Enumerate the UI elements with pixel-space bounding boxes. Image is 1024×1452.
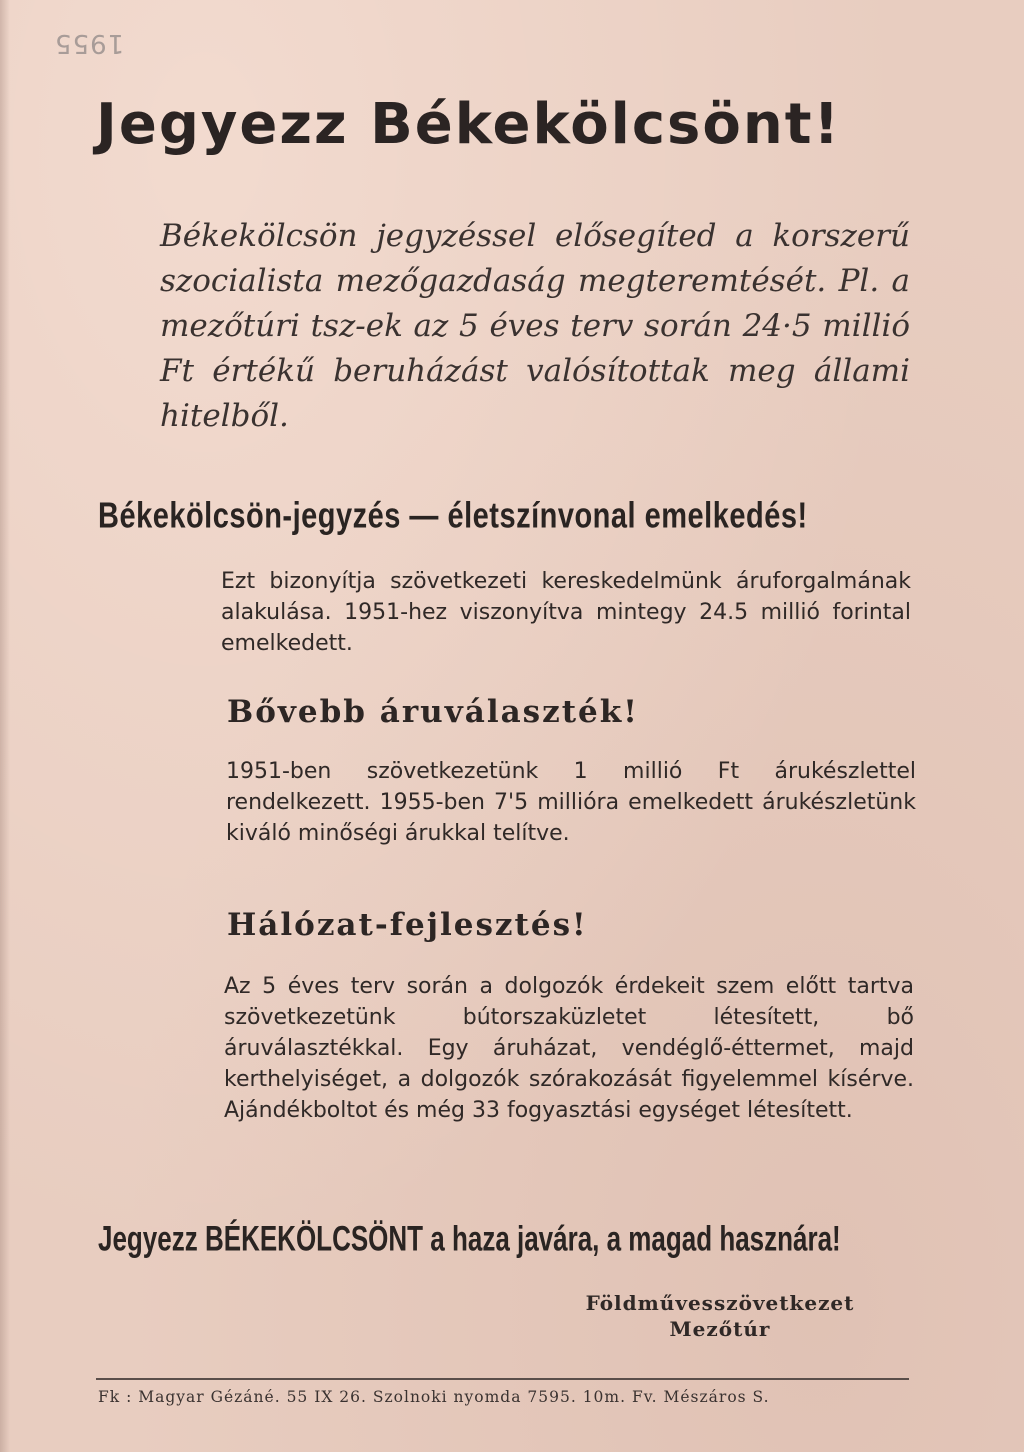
slogan-top: Békekölcsön-jegyzés — életszínvonal emelkedés! — [98, 496, 808, 536]
printer-imprint: Fk : Magyar Gézáné. 55 IX 26. Szolnoki nyomda 7595. 10m. Fv. Mészáros S. — [98, 1388, 770, 1406]
page-edge-shadow — [0, 0, 10, 1452]
slogan-bottom: Jegyezz BÉKEKÖLCSÖNT a haza javára, a magad hasznára! — [98, 1218, 841, 1259]
signature-block — [520, 1290, 920, 1342]
leaflet-title: Jegyezz Békekölcsönt! — [96, 92, 842, 157]
heading-network: Hálózat-fejlesztés! — [227, 907, 588, 943]
heading-selection: Bővebb áruválaszték! — [227, 694, 639, 730]
paragraph-stock: 1951-ben szövetkezetünk 1 millió Ft árukészlettel rendelkezett. 1955-ben 7'5 millióra emelkedett árukészletünk kiváló minőségi árukkal telítve. — [226, 759, 916, 846]
paragraph-trade: Ezt bizonyítja szövetkezeti kereskedelmünk áruforgalmának alakulása. 1951-hez viszonyítva mintegy 24.5 millió forintal emelkedett. — [221, 569, 911, 656]
signature-org: Földművesszövetkezet — [585, 1291, 855, 1315]
signature-place: Mezőtúr — [669, 1317, 771, 1341]
intro-paragraph: Békekölcsön jegyzéssel elősegíted a korszerű szocialista mezőgazdaság megteremtését. Pl. a mezőtúri tsz-ek az 5 éves terv során 24·5 millió Ft értékű beruházást valósítottak meg állami hitelből. — [160, 218, 910, 434]
paragraph-network: Az 5 éves terv során a dolgozók érdekeit szem előtt tartva szövetkezetünk bútorszaküzletet létesített, bő áruválasztékkal. Egy áruházat, vendéglő-éttermet, majd kerthelyiséget, a dolgozók szórakozását figyelemmel kísérve. Ajándékboltot és még 33 fogyasztási egységet létesített. — [224, 974, 914, 1123]
pencil-note: 1955 — [54, 28, 125, 58]
divider-line — [96, 1378, 909, 1380]
